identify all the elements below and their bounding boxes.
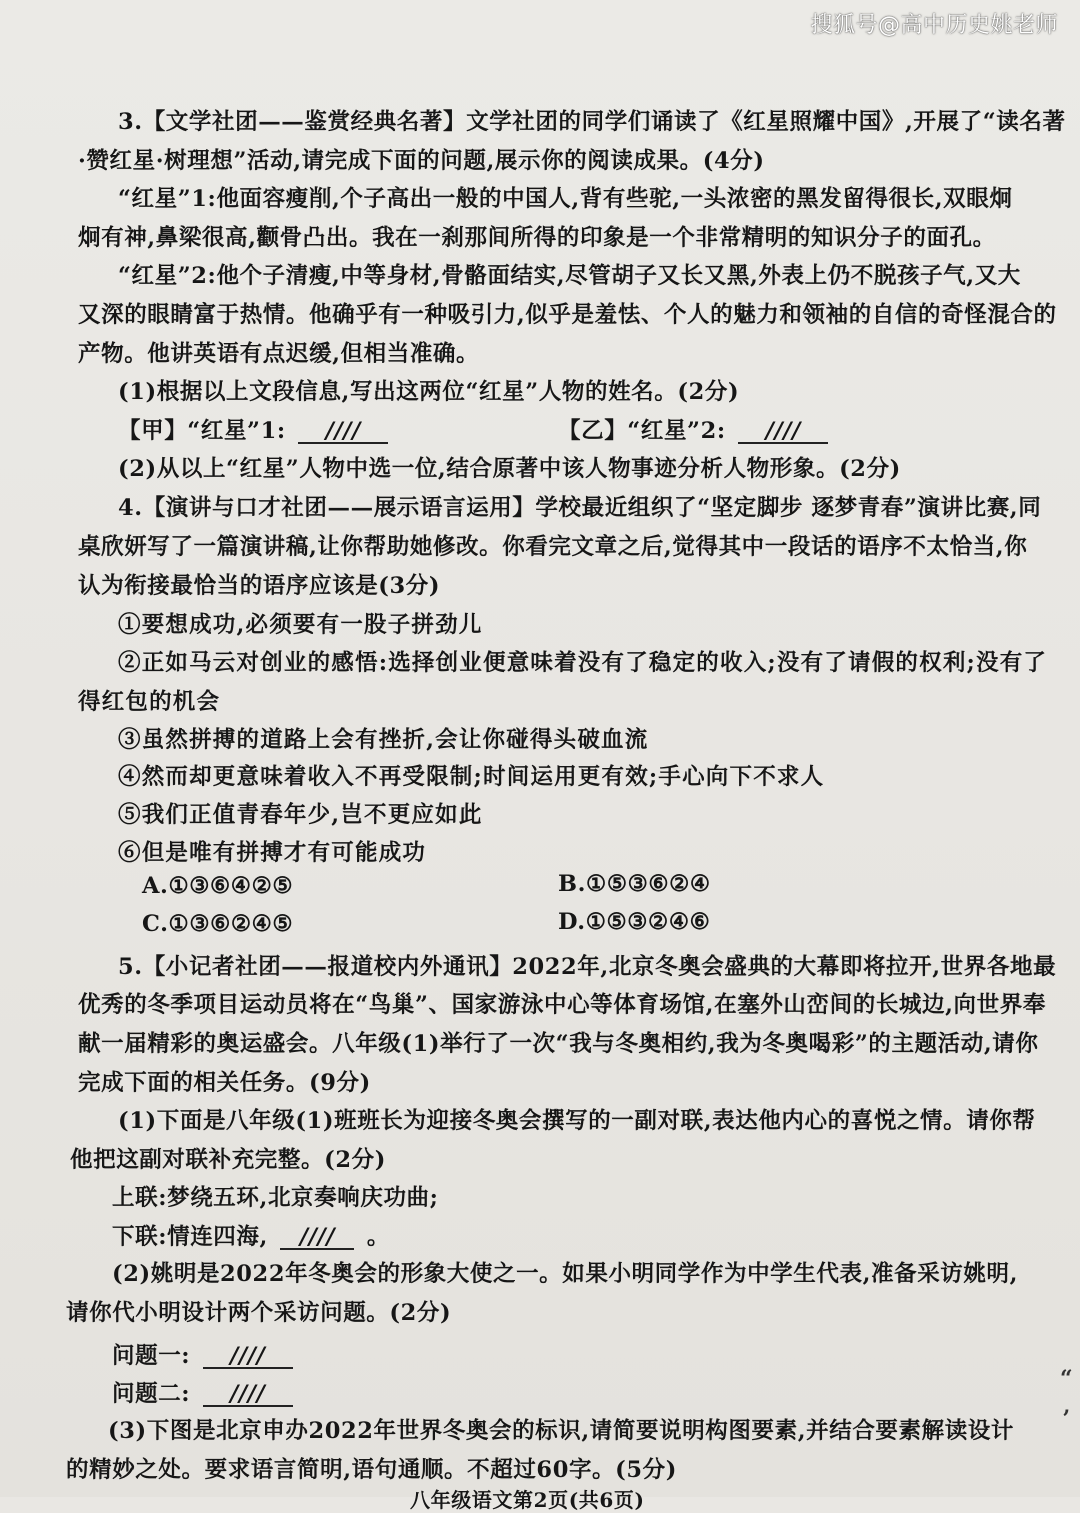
yi-answer-blank[interactable]: ////	[738, 420, 828, 444]
interview-question-2	[112, 1376, 297, 1408]
q4-option-d[interactable]: D.①⑤③②④⑥	[558, 909, 711, 935]
q3-passage1-line1: “红星”1:他面容瘦削,个子高出一般的中国人,背有些驼,一头浓密的黑发留得很长,双眼炯	[118, 186, 1013, 212]
yi-label: 【乙】“红星”2:	[558, 418, 726, 444]
watermark: 搜狐号@高中历史姚老师	[810, 13, 1058, 38]
q5-sub2-line2: 请你代小明设计两个采访问题。(2分)	[66, 1300, 452, 1326]
page-edge-mark-2: ʼ	[1062, 1406, 1070, 1432]
q4-sentence-1: ①要想成功,必须要有一股子拼劲儿	[118, 612, 483, 638]
page-edge-mark: “	[1060, 1366, 1073, 1392]
q4-sentence-4: ④然而却更意味着收入不再受限制;时间运用更有效;手心向下不求人	[118, 764, 825, 790]
q5-sub3-line2: 的精妙之处。要求语言简明,语句通顺。不超过60字。(5分)	[66, 1457, 677, 1483]
q3-sub1: (1)根据以上文段信息,写出这两位“红星”人物的姓名。(2分)	[118, 379, 740, 405]
q3-answer-yi	[558, 413, 832, 445]
q5-title-line3: 献一届精彩的奥运盛会。八年级(1)举行了一次“我与冬奥相约,我为冬奥喝彩”的主题活动,请你	[78, 1031, 1039, 1057]
q5-title-line2: 优秀的冬季项目运动员将在“鸟巢”、国家游泳中心等体育场馆,在塞外山峦间的长城边,向世界奉	[78, 992, 1046, 1018]
jia-label: 【甲】“红星”1:	[118, 418, 286, 444]
q4-sentence-6: ⑥但是唯有拼搏才有可能成功	[118, 840, 427, 866]
q5-sub1-line2: 他把这副对联补充完整。(2分)	[70, 1147, 386, 1173]
q3-passage2-line2: 又深的眼睛富于热情。他确乎有一种吸引力,似乎是羞怯、个人的魅力和领袖的自信的奇怪混合的	[78, 302, 1057, 328]
couplet-lower-blank[interactable]: ////	[280, 1226, 354, 1250]
question-one-label: 问题一:	[112, 1343, 191, 1369]
q3-passage1-line2: 炯有神,鼻梁很高,颧骨凸出。我在一刹那间所得的印象是一个非常精明的知识分子的面孔。	[78, 225, 996, 251]
q3-passage2-line1: “红星”2:他个子清瘦,中等身材,骨骼面结实,尽管胡子又长又黑,外表上仍不脱孩子气,又大	[118, 263, 1021, 289]
couplet-upper: 上联:梦绕五环,北京奏响庆功曲;	[112, 1185, 439, 1211]
q4-sentence-2-line2: 得红包的机会	[78, 689, 221, 715]
q4-title-line1: 4.【演讲与口才社团——展示语言运用】学校最近组织了“坚定脚步 逐梦青春”演讲比赛,同	[118, 495, 1042, 521]
q5-sub3-line1: (3)下图是北京申办2022年世界冬奥会的标识,请简要说明构图要素,并结合要素解读设计	[108, 1418, 1015, 1444]
couplet-lower-label: 下联:情连四海,	[112, 1224, 268, 1250]
q5-sub2-line1: (2)姚明是2022年冬奥会的形象大使之一。如果小明同学作为中学生代表,准备采访姚明,	[112, 1261, 1019, 1287]
q4-option-a[interactable]: A.①③⑥④②⑤	[142, 873, 294, 899]
q3-title-line2: ·赞红星·树理想”活动,请完成下面的问题,展示你的阅读成果。(4分)	[78, 148, 765, 174]
q4-option-c[interactable]: C.①③⑥②④⑤	[142, 911, 294, 937]
page-footer: 八年级语文第2页(共6页)	[410, 1488, 645, 1512]
jia-answer-blank[interactable]: ////	[298, 420, 388, 444]
couplet-lower-end: 。	[366, 1224, 390, 1250]
q4-sentence-2-line1: ②正如马云对创业的感悟:选择创业便意味着没有了稳定的收入;没有了请假的权利;没有了	[118, 650, 1048, 676]
q5-sub1-line1: (1)下面是八年级(1)班班长为迎接冬奥会撰写的一副对联,表达他内心的喜悦之情。请你帮	[118, 1108, 1036, 1134]
couplet-lower	[112, 1219, 390, 1251]
interview-question-1	[112, 1338, 297, 1370]
question-one-blank[interactable]: ////	[203, 1345, 293, 1369]
q4-option-b[interactable]: B.①⑤③⑥②④	[558, 871, 711, 897]
q3-sub2: (2)从以上“红星”人物中选一位,结合原著中该人物事迹分析人物形象。(2分)	[118, 456, 901, 482]
q5-title-line1: 5.【小记者社团——报道校内外通讯】2022年,北京冬奥会盛典的大幕即将拉开,世界各地最	[118, 954, 1057, 980]
q4-sentence-5: ⑤我们正值青春年少,岂不更应如此	[118, 802, 483, 828]
q3-passage2-line3: 产物。他讲英语有点迟缓,但相当准确。	[78, 341, 480, 367]
question-two-blank[interactable]: ////	[203, 1383, 293, 1407]
q5-title-line4: 完成下面的相关任务。(9分)	[78, 1070, 371, 1096]
q4-sentence-3: ③虽然拼搏的道路上会有挫折,会让你碰得头破血流	[118, 727, 649, 753]
q4-title-line2: 桌欣妍写了一篇演讲稿,让你帮助她修改。你看完文章之后,觉得其中一段话的语序不太恰当,你	[78, 534, 1028, 560]
q4-title-line3: 认为衔接最恰当的语序应该是(3分)	[78, 573, 441, 599]
q3-title-line1: 3.【文学社团——鉴赏经典名著】文学社团的同学们诵读了《红星照耀中国》,开展了“读名著	[118, 109, 1066, 135]
question-two-label: 问题二:	[112, 1381, 191, 1407]
q3-answer-jia	[118, 413, 392, 445]
